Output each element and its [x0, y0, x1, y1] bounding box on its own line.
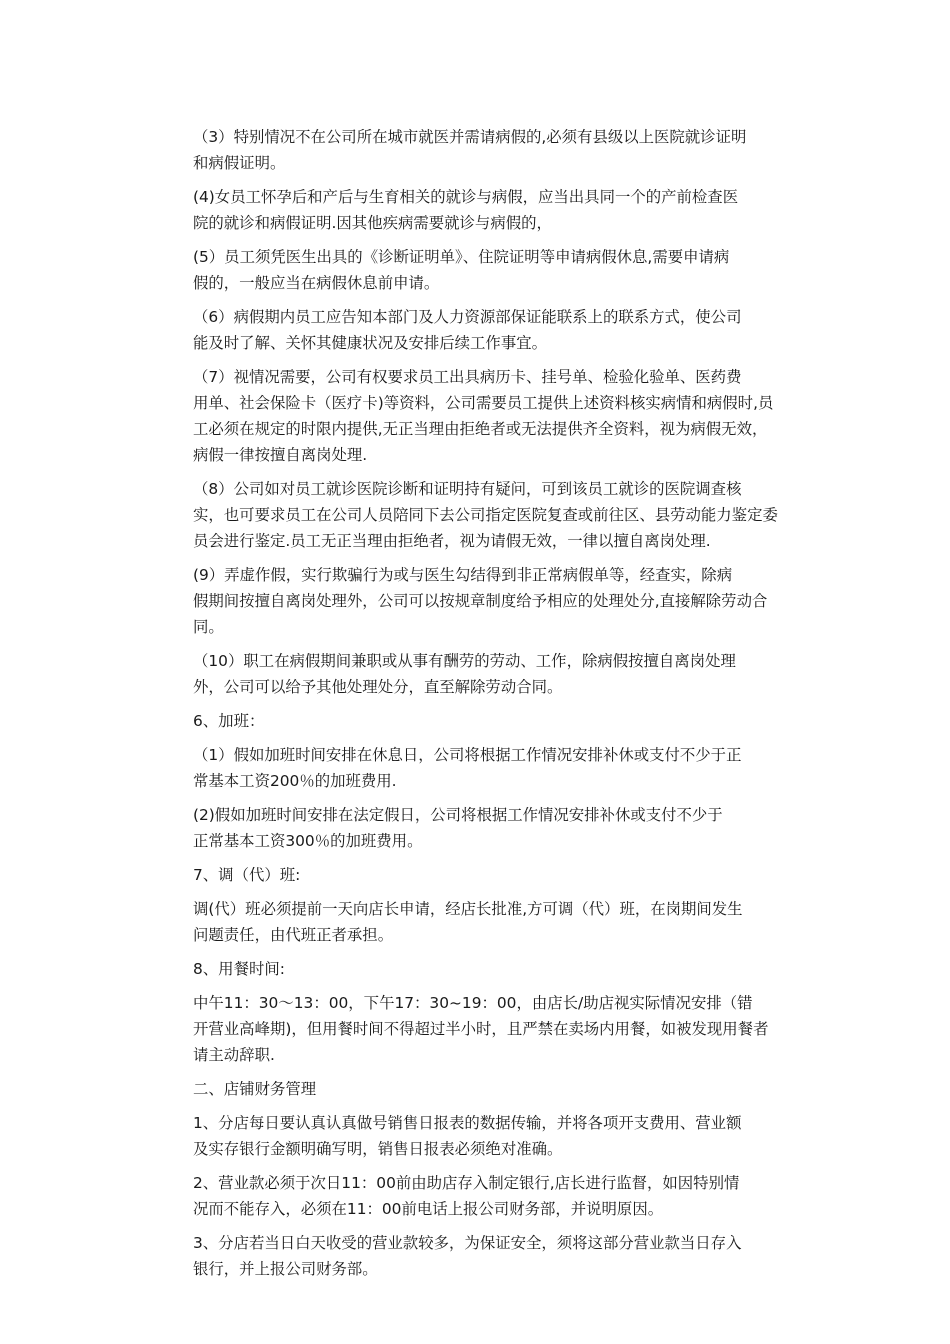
paragraph-line: 能及时了解、关怀其健康状况及安排后续工作事宜。 [193, 334, 547, 352]
paragraph-line: (2)假如加班时间安排在法定假日，公司将根据工作情况安排补休或支付不少于 [193, 806, 723, 824]
paragraph-line: 实，也可要求员工在公司人员陪同下去公司指定医院复查或前往区、县劳动能力鉴定委 [193, 506, 778, 524]
document-body [193, 124, 798, 1290]
paragraph-line: 假的，一般应当在病假休息前申请。 [193, 274, 440, 292]
paragraph-line: 请主动辞职. [193, 1046, 275, 1064]
paragraph-p4 [193, 184, 798, 236]
paragraph-line: （10）职工在病假期间兼职或从事有酬劳的劳动、工作，除病假按擅自离岗处理 [193, 652, 736, 670]
paragraph-p6 [193, 304, 798, 356]
paragraph-line: 外，公司可以给予其他处理处分，直至解除劳动合同。 [193, 678, 563, 696]
paragraph-line: 1、分店每日要认真认真做号销售日报表的数据传输，并将各项开支费用、营业额 [193, 1114, 742, 1132]
paragraph-p7-1 [193, 896, 798, 948]
paragraph-f2 [193, 1170, 798, 1222]
paragraph-line: 及实存银行金额明确写明，销售日报表必须绝对准确。 [193, 1140, 563, 1158]
paragraph-line: （3）特别情况不在公司所在城市就医并需请病假的,必须有县级以上医院就诊证明 [193, 128, 747, 146]
paragraph-f1 [193, 1110, 798, 1162]
paragraph-line: 员会进行鉴定.员工无正当理由拒绝者，视为请假无效，一律以擅自离岗处理. [193, 532, 711, 550]
paragraph-line: 况而不能存入，必须在11：00前电话上报公司财务部，并说明原因。 [193, 1200, 664, 1218]
paragraph-line: 6、加班： [193, 712, 265, 730]
paragraph-line: （7）视情况需要，公司有权要求员工出具病历卡、挂号单、检验化验单、医药费 [193, 368, 742, 386]
paragraph-line: 7、调（代）班: [193, 866, 301, 884]
paragraph-line: 用单、社会保险卡（医疗卡)等资料，公司需要员工提供上述资料核实病情和病假时,员 [193, 394, 774, 412]
paragraph-h6 [193, 708, 798, 734]
paragraph-line: 同。 [193, 618, 224, 636]
paragraph-line: （6）病假期内员工应告知本部门及人力资源部保证能联系上的联系方式，使公司 [193, 308, 742, 326]
paragraph-line: 开营业高峰期)，但用餐时间不得超过半小时，且严禁在卖场内用餐，如被发现用餐者 [193, 1020, 769, 1038]
paragraph-line: 二、店铺财务管理 [193, 1080, 317, 1098]
paragraph-line: (5）员工须凭医生出具的《诊断证明单》、住院证明等申请病假休息,需要申请病 [193, 248, 730, 266]
paragraph-line: 工必须在规定的时限内提供,无正当理由拒绝者或无法提供齐全资料，视为病假无效， [193, 420, 768, 438]
paragraph-p7 [193, 364, 798, 468]
paragraph-line: 病假一律按擅自离岗处理. [193, 446, 368, 464]
paragraph-line: 问题责任，由代班正者承担。 [193, 926, 394, 944]
paragraph-line: （1）假如加班时间安排在休息日，公司将根据工作情况安排补休或支付不少于正 [193, 746, 742, 764]
paragraph-p9 [193, 562, 798, 640]
paragraph-line: 常基本工资200％的加班费用. [193, 772, 397, 790]
paragraph-line: （8）公司如对员工就诊医院诊断和证明持有疑问，可到该员工就诊的医院调查核 [193, 480, 742, 498]
paragraph-line: 8、用餐时间: [193, 960, 285, 978]
paragraph-line: 和病假证明。 [193, 154, 286, 172]
paragraph-p10 [193, 648, 798, 700]
paragraph-h7 [193, 862, 798, 888]
paragraph-line: 银行，并上报公司财务部。 [193, 1260, 378, 1278]
paragraph-f3 [193, 1230, 798, 1282]
paragraph-p8 [193, 476, 798, 554]
paragraph-line: 调(代）班必须提前一天向店长申请，经店长批准,方可调（代）班，在岗期间发生 [193, 900, 743, 918]
paragraph-h-two [193, 1076, 798, 1102]
paragraph-line: 假期间按擅自离岗处理外，公司可以按规章制度给予相应的处理处分,直接解除劳动合 [193, 592, 768, 610]
paragraph-line: 3、分店若当日白天收受的营业款较多，为保证安全，须将这部分营业款当日存入 [193, 1234, 742, 1252]
paragraph-p6-1 [193, 742, 798, 794]
paragraph-p8-1 [193, 990, 798, 1068]
paragraph-p5 [193, 244, 798, 296]
paragraph-line: 正常基本工资300％的加班费用。 [193, 832, 423, 850]
paragraph-p6-2 [193, 802, 798, 854]
paragraph-line: (9）弄虚作假，实行欺骗行为或与医生勾结得到非正常病假单等，经查实，除病 [193, 566, 733, 584]
paragraph-line: (4)女员工怀孕后和产后与生育相关的就诊与病假，应当出具同一个的产前检查医 [193, 188, 739, 206]
paragraph-line: 2、营业款必须于次日11：00前由助店存入制定银行,店长进行监督，如因特别情 [193, 1174, 740, 1192]
paragraph-line: 中午11：30～13：00，下午17：30~19：00，由店长/助店视实际情况安排（错 [193, 994, 753, 1012]
paragraph-line: 院的就诊和病假证明.因其他疾病需要就诊与病假的， [193, 214, 552, 232]
paragraph-h8 [193, 956, 798, 982]
paragraph-p3 [193, 124, 798, 176]
